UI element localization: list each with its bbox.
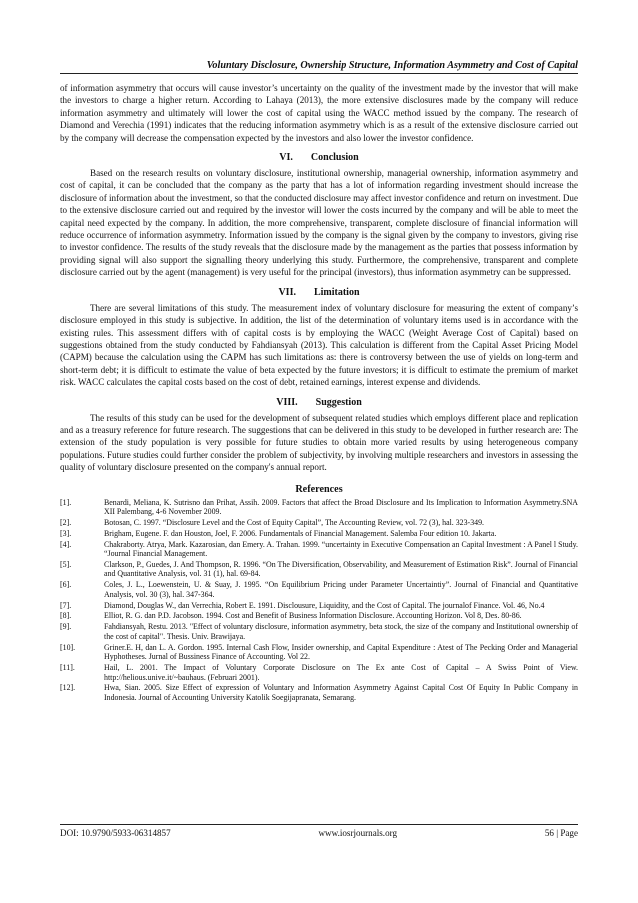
journal-url: www.iosrjournals.org [318, 828, 398, 838]
section-heading-limitation [60, 287, 578, 298]
section-number: VIII. [276, 396, 298, 408]
reference-text: Elliot, R. G. dan P.D. Jacobson. 1994. Cost and Benefit of Business Information Disclosure. Accounting Horizon. Vol 8, Des. 80-86. [104, 611, 522, 621]
reference-number: [5]. [60, 559, 72, 569]
page-content [60, 82, 578, 704]
section-title: Limitation [313, 286, 360, 298]
reference-text: Fahdiansyah, Restu. 2013. "Effect of voluntary disclosure, information asymmetry, beta stock, the size of the company and Institutional ownership of the cost of capital". Thesis. Univ. Brawijaya. [104, 622, 578, 641]
reference-text: Benardi, Meliana, K. Sutrisno dan Prihat, Assih. 2009. Factors that affect the Broad Disclosure and Its Implication to Information Asymmetry.SNA XII Palembang, 4-6 November 2009. [104, 497, 578, 517]
reference-item [60, 611, 578, 621]
reference-text: Botosan, C. 1997. “Disclosure Level and the Cost of Equity Capital”, The Accounting Review, vol. 72 (3), hal. 323-349. [104, 517, 484, 527]
section-number: VII. [278, 286, 296, 298]
section-heading-conclusion [60, 152, 578, 163]
reference-item [60, 580, 578, 599]
section-heading-suggestion [60, 397, 578, 408]
reference-text: Hwa, Sian. 2005. Size Effect of expression of Voluntary and Information Asymmetry Against Capital Cost Of Equity In Public Company in Indonesia. Journal of Accounting University Katolik Soegijapranata, Semarang. [104, 683, 578, 702]
reference-item [60, 601, 578, 611]
reference-item [60, 643, 578, 662]
reference-item [60, 529, 578, 539]
reference-list [60, 498, 578, 703]
references-heading: References [295, 483, 343, 495]
doi-label: DOI: 10.9790/5933-06314857 [60, 828, 171, 838]
reference-item [60, 683, 578, 702]
reference-item [60, 518, 578, 528]
reference-number: [8]. [60, 611, 72, 621]
suggestion-paragraph: The results of this study can be used for the development of subsequent related studies which employs different place and replication and as a treasury reference for future research. The suggestions that can be delivered in this study to be developed in further research are: The extension of the study population is very possible for future studies to obtain more varied results by using heterogeneous company populations. Future studies could further consider the problem of subjectivity, by involving multiple researchers and investors in assessing the quality of voluntary disclosure presented on the company's annual report. [60, 412, 578, 473]
limitation-paragraph: There are several limitations of this study. The measurement index of voluntary disclosure for measuring the extent of company’s disclosure employed in this study is subjective. In addition, the list of the determination of voluntary items used is in accordance with the existing rules. This assessment differs with of capital costs is by employing the WACC (Weight Average Cost of Capital) based on suggestions obtained from the study conducted by Fahdiansyah (2013). This calculation is different from the Capital Asset Pricing Model (CAPM) because the calculation using the CAPM has such limitations as: there is controversy between the use of yields on long-term and short-term debt; it is difficult to estimate the value of beta expected by the future investors; it is difficult to estimate the premium of market risk. WACC calculates the capital costs based on the cost of debt, retained earnings, interest expense and dividends. [60, 302, 578, 388]
reference-text: Coles, J. L., Loewenstein, U. & Suay, J. 1995. “On Equilibrium Pricing under Parameter Uncertaintiy”. Journal of Financial and Quantitative Analysis, vol. 30 (3), hal. 347-364. [104, 580, 578, 599]
page-number: 56 | Page [544, 828, 578, 838]
reference-number: [4]. [60, 539, 72, 549]
reference-number: [11]. [60, 662, 75, 672]
reference-number: [10]. [60, 642, 76, 652]
intro-paragraph: of information asymmetry that occurs will cause investor’s uncertainty on the quality of the investment made by the investor that will make the investors to charge a higher return. According to Lahaya (2013), the more extensive disclosures made by the company will reduce information asymmetry and ultimately will lower the cost of capital using the WACC method issued by the company. The research of Diamond and Verechia (1991) indicates that the reducing information asymmetry which is as a result of the extensive disclosure carried out by the company will decrease the compensation expected by the investors and also lower the investor confidence. [60, 83, 578, 143]
reference-item [60, 622, 578, 641]
reference-item [60, 663, 578, 682]
running-header: Voluntary Disclosure, Ownership Structure, Information Asymmetry and Cost of Capital [60, 60, 578, 74]
conclusion-paragraph: Based on the research results on voluntary disclosure, institutional ownership, managerial ownership, information asymmetry and cost of capital, it can be concluded that the company as the party that has a lot of information regarding investment should increase the disclosure of information about the investment, so that the conducted disclosure may affect investor confidence and return on investment. Due to the extensive disclosure carried out and required by the investor will lower the costs incurred by the company and will be able to meet the capital need expected by the company. In addition, the more comprehensive, transparent, complete disclosure of financial information will reduce occurrence of information asymmetry. Information issued by the company is the signal given by the company to investors, giving rise to investor confidence. The results of the study reveals that the disclosure made by the management as the parties that possess information by providing signal will also support the signalling theory underlying this study. Furthermore, the comprehensive, transparent and complete disclosure carried out by the agent (management) is very useful for the principal (investors), thus information asymmetry can be suppressed. [60, 168, 578, 278]
reference-item [60, 560, 578, 579]
reference-number: [2]. [60, 517, 72, 527]
reference-number: [9]. [60, 622, 72, 632]
reference-number: [1]. [60, 497, 72, 507]
reference-text: Clarkson, P., Guedes, J. And Thompson, R. 1996. “On The Diversification, Observability, and Measurement of Estimation Risk”. Journal of Financial and Quantitative Analysis, vol. 31 (1), hal. 69-84. [104, 559, 578, 579]
reference-item [60, 498, 578, 517]
section-number: VI. [279, 152, 293, 164]
section-title: Suggestion [315, 396, 362, 408]
reference-text: Diamond, Douglas W., dan Verrechia, Robert E. 1991. Disclousure, Liquidity, and the Cost of Capital. The journalof Finance. Vol. 46, No.4 [104, 600, 545, 610]
reference-number: [7]. [60, 600, 72, 610]
reference-number: [6]. [60, 580, 72, 590]
reference-text: Brigham, Eugene. F. dan Houston, Joel, F. 2006. Fundamentals of Financial Management. Salemba Four edition 10. Jakarta. [104, 528, 497, 538]
reference-item [60, 540, 578, 559]
reference-text: Griner.E. H, dan L. A. Gordon. 1995. Internal Cash Flow, Insider ownership, and Capital Expenditure : Atest of The Pecking Order and Managerial Hyphotheses. Jurnal of Bussiness Finance of Accounting. Vol 22. [104, 642, 578, 662]
reference-number: [12]. [60, 683, 76, 693]
reference-text: Chakraborty. Atrya, Mark. Kazarosian, dan Emery. A. Trahan. 1999. “uncertainty in Executive Compensation an Capital Investment : A Panel l Study. “Journal Financial Management. [104, 539, 578, 559]
section-title: Conclusion [310, 152, 359, 164]
reference-text: Hail, L. 2001. The Impact of Voluntary Corporate Disclosure on The Ex ante Cost of Capital – A Swiss Point of View. http://helious.unive.it/~bauhaus. (Februari 2001). [104, 662, 578, 682]
page-footer [60, 824, 578, 838]
reference-number: [3]. [60, 528, 72, 538]
